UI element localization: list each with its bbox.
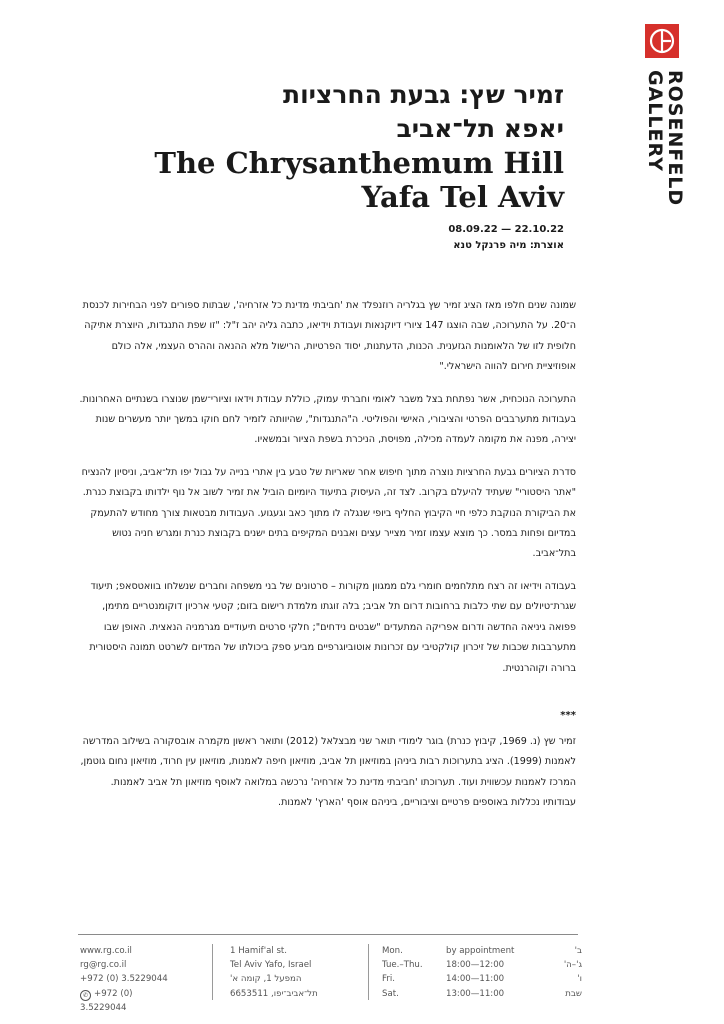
logo-wordmark <box>641 70 685 250</box>
address-en-line1: 1 Hamif'al st. <box>230 946 288 956</box>
hours-day-hebrew: ג'–ה' <box>563 960 582 971</box>
hours-day: Tue.–Thu. <box>382 960 423 971</box>
title-english-line2: Yafa Tel Aviv <box>361 180 564 214</box>
footer-divider <box>78 934 578 935</box>
email-link[interactable]: rg@rg.co.il <box>80 960 127 971</box>
whatsapp-icon: ✆ <box>80 990 91 1001</box>
footer-separator <box>212 944 213 1000</box>
address-he-line1: המפעל 1, קומה א' <box>230 974 302 985</box>
hours-row <box>382 958 582 972</box>
section-divider: *** <box>560 710 576 721</box>
whatsapp-row <box>80 987 180 1015</box>
footer-address <box>230 944 360 1001</box>
hours-day-hebrew: ב' <box>574 946 582 956</box>
paragraph-3: סדרת הציורים גבעת החרציות נוצרה מתוך חיפוש אחר שאריות של טבע בין אתרי בנייה על גבול יפו תל־אביב, וניסיון להנציח "אתר היסטורי" שעתיד להיעלם בקרוב. לצד זה, העיסוק בתיעוד היומיום הוביל את זמיר לשוב אל נוף ילדותו בקבוצת כנרת. את הביקורת הנוקבת כלפי חיי הקיבוץ החליף ביופי שנגלה לו מתוך כאב וגעגוע. העבודות מבטאות צורך מחודש להתעמק במדיום ופחות במסר. כך מוצא עצמו זמיר מצייר עצים ואבנים המקיפים בתים ישנים בקבוצת כנרת ומגרש חניה נטוש בתל־אביב. <box>81 466 576 560</box>
hours-row <box>382 944 582 958</box>
rg-logo-mark <box>645 24 679 58</box>
logo-line-rosenfeld: ROSENFELD <box>664 70 686 207</box>
paragraph-2: התערוכה הנוכחית, אשר נפתחת בצל משבר לאומי וחברתי עמוק, כוללת עבודת וידאו וציורי־שמן שנוצרו בשנתיים האחרונות. בעבודות מתערבבים הפרטי והציבורי, האישי והפוליטי. ה"התנגדות", שהיוותה לזמיר לחם חוקו במשך יותר מעשרים שנות יצירה, מפנה את מקומה לעמדה מכילה, מפויסת, הניכרת בשפת הציור ובמשאיו. <box>79 393 576 446</box>
phone-number: +972 (0) 3.5229044 <box>80 974 168 985</box>
website-link[interactable]: www.rg.co.il <box>80 946 132 956</box>
hours-day: Fri. <box>382 974 395 985</box>
hours-row <box>382 972 582 986</box>
hours-time: by appointment <box>446 946 515 956</box>
hours-day-hebrew: ו' <box>577 974 582 985</box>
curator-credit: אוצרת: מיה פרנקל טנא <box>453 240 564 251</box>
whatsapp-number: +972 (0) 3.5229044 <box>80 988 133 1013</box>
press-text <box>76 296 576 691</box>
exhibition-dates: 22.10.22 — 08.09.22 <box>448 224 564 235</box>
title-hebrew-line1: זמיר שץ: גבעת החרציות <box>283 80 564 109</box>
address-he-line2: תל־אביב־יפו, 6653511 <box>230 988 318 999</box>
footer-separator <box>368 944 369 1000</box>
hours-row <box>382 987 582 1001</box>
hours-day-hebrew: שבת <box>565 988 582 999</box>
rg-monogram-icon <box>645 24 679 58</box>
footer-contact <box>80 944 180 1015</box>
title-hebrew-line2: יאפא תל־אביב <box>396 114 564 143</box>
hours-day: Mon. <box>382 946 403 956</box>
title-english-line1: The Chrysanthemum Hill <box>154 146 564 180</box>
hours-time: 14:00—11:00 <box>446 974 505 985</box>
hours-time: 13:00—11:00 <box>446 988 505 999</box>
gallery-logo <box>639 24 689 234</box>
hours-time: 18:00—12:00 <box>446 960 505 971</box>
artist-bio: זמיר שץ (נ. 1969, קיבוץ כנרת) בוגר לימודי תואר שני מבצלאל (2012) ותואר ראשון מקמרה אובסקורה בשילוב המדרשה לאמנות (1999). הציג בתערוכות רבות ביניהן במוזיאון תל אביב, מוזיאון חיפה לאמנות, מוזיאון עין חרוד, מוזיאון נחום גוטמן, המרכז לאמנות עכשווית ועוד. תערוכתו 'חביבתי מדינת כל אזרחיה' נרכשה במלואה לאוסף מוזיאון תל אביב לאמנות. עבודותיו נכללות באוספים פרטיים וציבוריים, ביניהם אוסף 'הארץ' לאמנות. <box>80 736 576 809</box>
paragraph-4: בעבודה וידיאו זה רצח מתלחמים חומרי גלם ממגוון מקורות – סרטונים של בני משפחה וחברים שנשלחו בוואטסאפ; תיעוד שגרת־טיולים עם שתי כלבות ברחובות דרום תל אביב; בלה זוגתו מלמדת רישום בזום; קטעי ארכיון דוקומנטריים מתימן, פפואה גיניאה החדשה ודרום אפריקה המתעדים "שבטים נידחים"; חלקי סרטים תיעודיים מגרמניה הנאצית. האופן שבו מתערבבות שכבות של זיכרון קולקטיבי עם זכרונות אוטוביוגרפיים מביע ספק ביכולתו של המדיום לשרטט תמונה היסטורית ברורה וקוהרנטית. <box>89 580 576 674</box>
logo-line-gallery: GALLERY <box>644 70 666 172</box>
address-en-line2: Tel Aviv Yafo, Israel <box>230 960 312 971</box>
opening-hours <box>382 944 582 1001</box>
paragraph-1: שמונה שנים חלפו מאז הציג זמיר שץ בגלריה רוזנפלד את 'חביבתי מדינת כל אזרחיה', שבתות ספורים לפני הבחירות לכנסת ה־20. על התערוכה, שבה הוצגו 147 ציורי דיוקנאות ועבודת וידיאו, כתבה גליה יהב ז"ל: "זו שפת התנגדות, היוצרת אתיקה חלופית לזו של הלאומנות הגזענית. הכנות, הדעתנות, יסוד הפרטיות, הרישול מלא ההנאה וההרס העצמי, אלה כולם אופוזיציית חירום להווה הישראלי." <box>82 300 576 373</box>
exhibition-title <box>144 78 564 214</box>
hours-day: Sat. <box>382 988 399 999</box>
